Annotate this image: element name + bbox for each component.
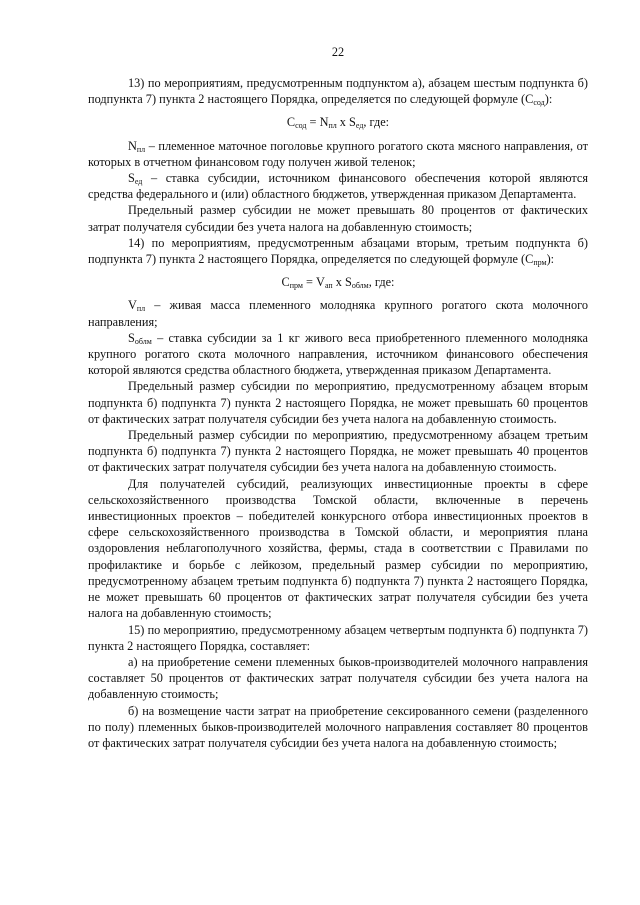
definition-s-ed: $S_{ед}$ – ставка субсидии, источником финансового обеспечения которой являются средства федерального и (или) областного бюджетов, утвержденная приказом Департамента. (88, 171, 588, 202)
paragraph-15-a: а) на приобретение семени племенных быков-производителей молочного направления составляет 50 процентов от фактических затрат получателя субсидии без учета налога на добавленную стоимость; (88, 654, 588, 702)
definition-n-pl: $N_{пл}$ – племенное маточное поголовье крупного рогатого скота мясного направления, от которых в отчетном финансовом году получен живой теленок; (88, 138, 588, 169)
limit-paragraph-3: Предельный размер субсидии по мероприятию, предусмотренному абзацем третьим подпункта б) подпункта 7) пункта 2 настоящего Порядка, не может превышать 40 процентов от фактических затрат получателя субсидии без учета налога на добавленную стоимость. (88, 428, 588, 475)
limit-paragraph-2: Предельный размер субсидии по мероприятию, предусмотренному абзацем вторым подпункта б) подпункта 7) пункта 2 настоящего Порядка, не может превышать 60 процентов от фактических затрат получателя субсидии без учета налога на добавленную стоимость. (88, 379, 588, 426)
paragraph-14: 14) по мероприятиям, предусмотренным абзацами вторым, третьим подпункта б) подпункта 7) пункта 2 настоящего Порядка, определяется по следующей формуле $(С_{прм})$: (88, 235, 588, 268)
paragraph-15-b: б) на возмещение части затрат на приобретение сексированного семени (разделенного по полу) племенных быков-производителей молочного направления составляет 80 процентов от фактических затрат получателя субсидии без учета налога на добавленную стоимость; (88, 703, 588, 750)
investment-paragraph: Для получателей субсидий, реализующих инвестиционные проекты в сфере сельскохозяйственного производства Томской области, включенные в перечень инвестиционных проектов – победителей конкурсного отбора инвестиционных проектов в сфере сельскохозяйственного производства в Томской области, и мероприятия плана оздоровления неблагополучного хозяйства, фермы, стада в соответствии с Правилами по профилактике и борьбе с лейкозом, предельный размер субсидии по мероприятию, предусмотренному абзацем третьим подпункта б) подпункта 7) пункта 2 настоящего Порядка, не может превышать 60 процентов от фактических затрат получателя субсидии без учета налога на добавленную стоимость; (88, 476, 588, 621)
formula-cod: $С_{сод} = N_{пл}$ x $S_{ед}$, где: (286, 115, 390, 131)
page-number: 22 (331, 45, 345, 59)
limit-paragraph-1: Предельный размер субсидии не может превышать 80 процентов от фактических затрат получателя субсидии без учета налога на добавленную стоимость; (88, 203, 588, 234)
definition-s-oblm: $S_{облм}$ – ставка субсидии за 1 кг живого веса приобретенного племенного молодняка крупного рогатого скота молочного направления, источником финансового обеспечения которой являются средства областного бюджета, утвержденная приказом Департамента. (88, 330, 588, 378)
formula-prm: $С_{прм} = V_{ап}$ x $S_{облм}$, где: (281, 275, 395, 291)
definition-v-pl: $V_{пл}$ – живая масса племенного молодняка крупного рогатого скота молочного направления; (88, 298, 588, 329)
document-body (88, 75, 588, 751)
paragraph-15: 15) по мероприятию, предусмотренному абзацем четвертым подпункта б) подпункта 7) пункта 2 настоящего Порядка, составляет: (88, 622, 588, 653)
paragraph-13: 13) по мероприятиям, предусмотренным подпунктом а), абзацем шестым подпункта б) подпункта 7) пункта 2 настоящего Порядка, определяется по следующей формуле $(С_{сод})$: (88, 76, 588, 108)
